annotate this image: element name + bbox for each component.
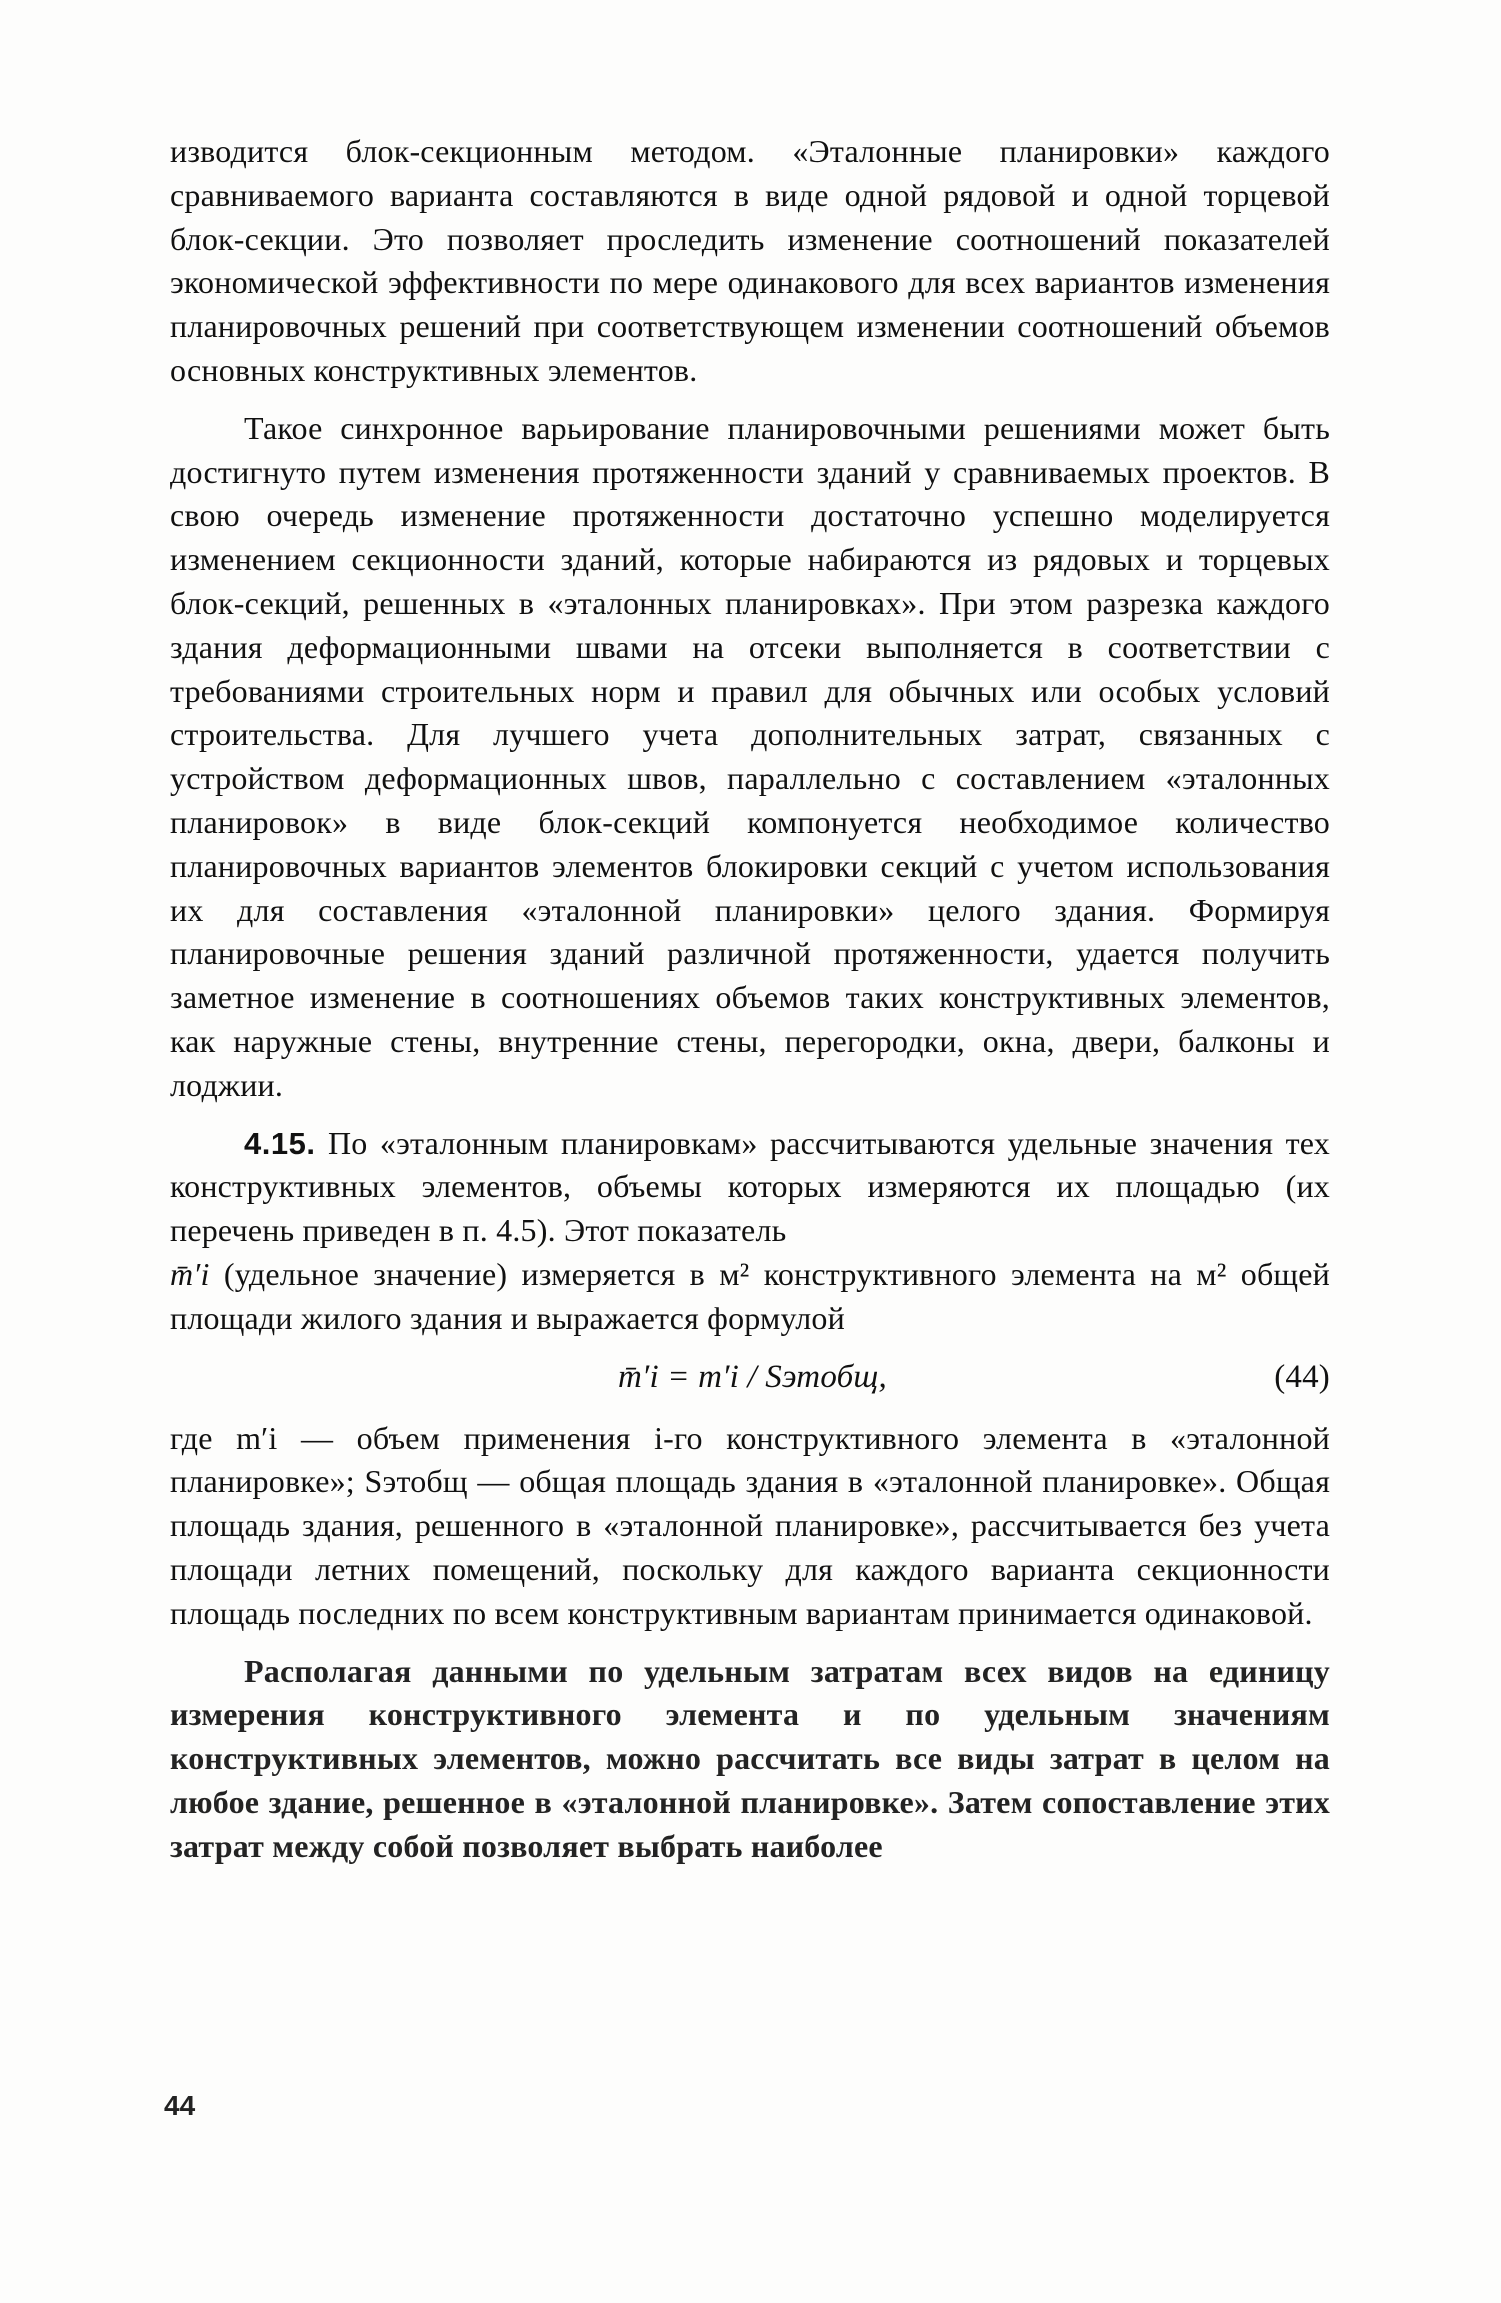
formula-explanation: где m′i — объем применения i-го конструктивного элемента в «эталонной планировке»; Sэтобщ — общая площадь здания в «эталонной планировке». Общая площадь здания, решенного в «эталонной планировке», рассчитывается без учета площади летних помещений, поскольку для каждого варианта секционности площадь последних по всем конструктивным вариантам принимается одинаковой.	[170, 1419, 1330, 1631]
section-4-15	[170, 1122, 1330, 1253]
symbol-m-bar-prime-i: m̄′i	[170, 1255, 210, 1292]
formula-number: (44)	[1274, 1358, 1330, 1395]
section-4-15-continued	[170, 1253, 1330, 1341]
formula-line	[170, 1351, 1330, 1409]
formula-44: m̄′i = m′i / Sэтобщ,	[618, 1358, 887, 1395]
main-text	[170, 130, 1330, 1868]
paragraph-cost-comparison: Располагая данными по удельным затратам всех видов на единицу измерения конструктивного элемента и по удельным значениям конструктивных элементов, можно рассчитать все виды затрат в целом на любое здание, решенное в «эталонной планировке». Затем сопоставление этих затрат между собой позволяет выбрать наиболее	[170, 1652, 1330, 1864]
section-text-1: По «эталонным планировкам» рассчитываются удельные значения тех конструктивных элементов, объемы которых измеряются их площадью (их перечень приведен в п. 4.5). Этот показатель	[170, 1124, 1330, 1249]
page-number: 44	[164, 2090, 196, 2121]
section-number: 4.15.	[244, 1125, 316, 1161]
section-text-2: (удельное значение) измеряется в м² конструктивного элемента на м² общей площади жилого здания и выражается формулой	[170, 1255, 1330, 1336]
paragraph-continuation: изводится блок-секционным методом. «Эталонные планировки» каждого сравниваемого варианта составляются в виде одной рядовой и одной торцевой блок-секции. Это позволяет проследить изменение соотношений показателей экономической эффективности по мере одинакового для всех вариантов изменения планировочных решений при соответствующем изменении соотношений объемов основных конструктивных элементов.	[170, 133, 1330, 388]
paragraph-synchronous-variation: Такое синхронное варьирование планировочными решениями может быть достигнуто путем изменения протяженности зданий у сравниваемых проектов. В свою очередь изменение протяженности достаточно успешно моделируется изменением секционности зданий, которые набираются из рядовых и торцевых блок-секций, решенных в «эталонных планировках». При этом разрезка каждого здания деформационными швами на отсеки выполняется в соответствии с требованиями строительных норм и правил для обычных или особых условий строительства. Для лучшего учета дополнительных затрат, связанных с устройством деформационных швов, параллельно с составлением «эталонных планировок» в виде блок-секций компонуется необходимое количество планировочных вариантов элементов блокировки секций с учетом использования их для составления «эталонной планировки» целого здания. Формируя планировочные решения зданий различной протяженности, удается получить заметное изменение в соотношениях объемов таких конструктивных элементов, как наружные стены, внутренние стены, перегородки, окна, двери, балконы и лоджии.	[170, 409, 1330, 1103]
